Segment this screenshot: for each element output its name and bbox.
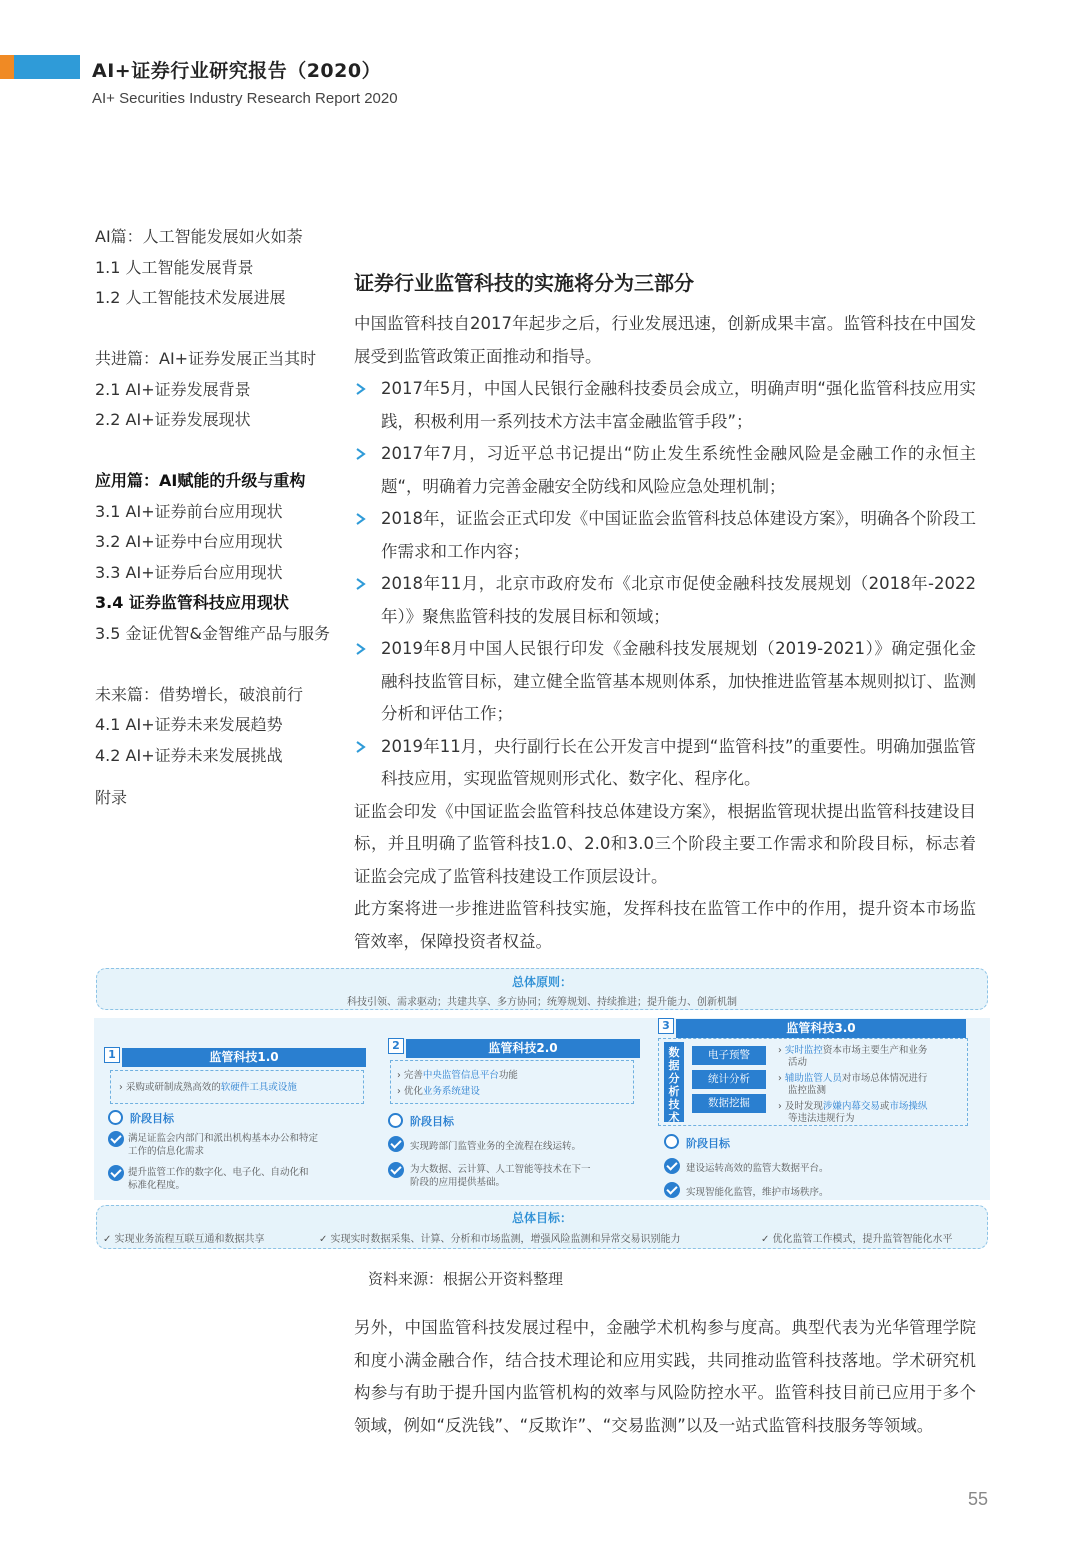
check-icon xyxy=(108,1131,124,1147)
tech-item: 电子预警 xyxy=(692,1046,766,1065)
tech-item: 统计分析 xyxy=(692,1070,766,1089)
stage-1-goal: 满足证监会内部门和派出机构基本办公和特定 xyxy=(128,1133,319,1144)
toc-appendix[interactable]: 附录 xyxy=(95,788,128,807)
toc-item[interactable]: 4.2 AI+证券未来发展挑战 xyxy=(95,745,283,765)
stage-3-goal: 实现智能化监管，维护市场秩序。 xyxy=(686,1187,829,1198)
main-content-continued xyxy=(354,1312,976,1442)
table-of-contents xyxy=(95,222,355,814)
timeline-bullet xyxy=(354,373,976,438)
overall-goal: ✓ 优化监管工作模式，提升监管智能化水平 xyxy=(761,1234,953,1245)
stage-1-goal: 提升监管工作的数字化、电子化、自动化和 xyxy=(128,1167,309,1178)
stage-3-item: › 实时监控资本市场主要生产和业务 xyxy=(778,1045,928,1056)
stage-3-item: 活动 xyxy=(788,1057,808,1068)
chevron-right-icon xyxy=(354,512,368,526)
stage-2-title: 监管科技2.0 xyxy=(406,1039,640,1058)
stage-1-title: 监管科技1.0 xyxy=(122,1048,366,1067)
toc-part-progress[interactable]: 共进篇：AI+证券发展正当其时 xyxy=(95,349,317,368)
stage-2-goal: 实现跨部门监管业务的全流程在线运转。 xyxy=(410,1141,582,1152)
stage-2-goal-label: 阶段目标 xyxy=(410,1115,454,1128)
overall-goal-box xyxy=(96,1205,988,1249)
stage-1-item: › 采购或研制成熟高效的软硬件工具或设施 xyxy=(119,1082,297,1093)
toc-item[interactable]: 2.2 AI+证券发展现状 xyxy=(95,410,251,429)
check-icon xyxy=(664,1158,680,1174)
chevron-right-icon xyxy=(354,447,368,461)
main-content xyxy=(354,266,976,958)
stage-2-goal: 为大数据、云计算、人工智能等技术在下一 xyxy=(410,1164,591,1175)
regtech-roadmap-figure xyxy=(94,966,990,1251)
overall-goal: ✓ 实现实时数据采集、计算、分析和市场监测，增强风险监测和异常交易识别能力 xyxy=(319,1234,681,1245)
header-accent-blue xyxy=(14,55,80,79)
bullet-text: 2019年11月，央行副行长在公开发言中提到“监管科技”的重要性。明确加强监管科技应用，实现监管规则形式化、数字化、程序化。 xyxy=(381,736,976,788)
tech-item: 数据挖掘 xyxy=(692,1094,766,1113)
target-icon xyxy=(664,1134,679,1149)
toc-item-current[interactable]: 3.4 证券监管科技应用现状 xyxy=(95,593,289,612)
stage-2-item: › 完善中央监管信息平台功能 xyxy=(397,1070,518,1081)
overall-goal: ✓ 实现业务流程互联互通和数据共享 xyxy=(103,1234,265,1245)
stage-3-item: › 辅助监管人员对市场总体情况进行 xyxy=(778,1073,928,1084)
stage-number-badge: 1 xyxy=(104,1047,120,1063)
bullet-text: 2018年11月，北京市政府发布《北京市促使金融科技发展规划（2018年-2022年）》聚焦监管科技的发展目标和领域； xyxy=(381,574,976,626)
stage-3-item: 监控监测 xyxy=(788,1085,827,1096)
stage-1-goal: 工作的信息化需求 xyxy=(128,1146,205,1157)
intro-paragraph: 中国监管科技自2017年起步之后，行业发展迅速，创新成果丰富。监管科技在中国发展受到监管政策正面推动和指导。 xyxy=(354,314,976,366)
check-icon xyxy=(388,1136,404,1152)
check-icon xyxy=(108,1165,124,1181)
overall-principle-text: 科技引领、需求驱动；共建共享、多方协同；统筹规划、持续推进；提升能力、创新机制 xyxy=(347,997,737,1008)
stage-1-items-box xyxy=(110,1070,364,1104)
chevron-right-icon xyxy=(354,382,368,396)
timeline-bullet xyxy=(354,438,976,503)
stages-area xyxy=(94,1018,990,1200)
data-analysis-tech-label: 数据分析技术 xyxy=(664,1042,684,1122)
toc-item[interactable]: 1.1 人工智能发展背景 xyxy=(95,257,254,277)
stage-3-goal: 建设运转高效的监管大数据平台。 xyxy=(686,1163,829,1174)
toc-item[interactable]: 2.1 AI+证券发展背景 xyxy=(95,379,251,399)
toc-part-future[interactable]: 未来篇：借势增长，破浪前行 xyxy=(95,684,304,704)
section-heading: 证券行业监管科技的实施将分为三部分 xyxy=(354,271,694,295)
toc-part-application[interactable]: 应用篇：AI赋能的升级与重构 xyxy=(95,471,306,490)
report-subtitle: AI+ Securities Industry Research Report 2020 xyxy=(92,90,398,107)
timeline-bullet xyxy=(354,633,976,731)
stage-3-goal-label: 阶段目标 xyxy=(686,1137,730,1150)
toc-item[interactable]: 1.2 人工智能技术发展进展 xyxy=(95,288,286,307)
stage-2-items-box xyxy=(390,1060,634,1104)
target-icon xyxy=(388,1113,403,1128)
chevron-right-icon xyxy=(354,642,368,656)
chevron-right-icon xyxy=(354,740,368,754)
body-paragraph: 另外，中国监管科技发展过程中，金融学术机构参与度高。典型代表为光华管理学院和度小满金融合作，结合技术理论和应用实践，共同推动监管科技落地。学术研究机构参与有助于提升国内监管机构的效率与风险防控水平。监管科技目前已应用于多个领域，例如“反洗钱”、“反欺诈”、“交易监测”以及一站式监管科技服务等领域。 xyxy=(354,1318,976,1435)
stage-number-badge: 3 xyxy=(658,1018,674,1034)
stage-2-item: › 优化业务系统建设 xyxy=(397,1086,480,1097)
stage-1-goal: 标准化程度。 xyxy=(128,1180,186,1191)
stage-3-title: 监管科技3.0 xyxy=(676,1019,966,1038)
chevron-right-icon xyxy=(354,577,368,591)
toc-item[interactable]: 3.3 AI+证券后台应用现状 xyxy=(95,562,283,582)
stage-2-goal: 阶段的应用提供基础。 xyxy=(410,1177,506,1188)
figure-caption: 资料来源：根据公开资料整理 xyxy=(368,1270,564,1288)
overall-goal-title: 总体目标： xyxy=(511,1211,572,1225)
report-title: AI+证券行业研究报告（2020） xyxy=(92,60,382,82)
stage-1-goal-label: 阶段目标 xyxy=(130,1112,174,1125)
overall-principle-box xyxy=(96,968,988,1010)
overall-principle-title: 总体原则： xyxy=(511,975,572,989)
bullet-text: 2019年8月中国人民银行印发《金融科技发展规划（2019-2021）》确定强化金融科技监管目标，建立健全监管基本规则体系，加快推进监管基本规则拟订、监测分析和评估工作； xyxy=(381,639,976,723)
toc-part-ai[interactable]: AI篇：人工智能发展如火如荼 xyxy=(95,227,303,246)
body-paragraph: 证监会印发《中国证监会监管科技总体建设方案》，根据监管现状提出监管科技建设目标，并且明确了监管科技1.0、2.0和3.0三个阶段主要工作需求和阶段目标，标志着证监会完成了监管科技建设工作顶层设计。 xyxy=(354,801,976,886)
timeline-bullet xyxy=(354,731,976,796)
toc-item[interactable]: 3.5 金证优智&金智维产品与服务 xyxy=(95,623,331,643)
body-paragraph: 此方案将进一步推进监管科技实施，发挥科技在监管工作中的作用，提升资本市场监管效率，保障投资者权益。 xyxy=(354,899,976,951)
check-icon xyxy=(664,1182,680,1198)
toc-item[interactable]: 3.2 AI+证券中台应用现状 xyxy=(95,532,283,551)
timeline-bullet xyxy=(354,568,976,633)
page-number: 55 xyxy=(968,1489,989,1509)
bullet-text: 2017年5月，中国人民银行金融科技委员会成立，明确声明“强化监管科技应用实践，积极利用一系列技术方法丰富金融监管手段”； xyxy=(381,379,976,431)
bullet-text: 2018年，证监会正式印发《中国证监会监管科技总体建设方案》，明确各个阶段工作需求和工作内容； xyxy=(381,509,976,561)
toc-item[interactable]: 3.1 AI+证券前台应用现状 xyxy=(95,501,283,521)
header-accent-orange xyxy=(0,55,14,79)
bullet-text: 2017年7月，习近平总书记提出“防止发生系统性金融风险是金融工作的永恒主题“，明确着力完善金融安全防线和风险应急处理机制； xyxy=(381,444,976,496)
target-icon xyxy=(108,1110,123,1125)
stage-number-badge: 2 xyxy=(388,1038,404,1054)
stage-3-item: 等违法违规行为 xyxy=(788,1113,855,1124)
toc-item[interactable]: 4.1 AI+证券未来发展趋势 xyxy=(95,715,283,734)
timeline-bullet xyxy=(354,503,976,568)
check-icon xyxy=(388,1162,404,1178)
stage-3-item: › 及时发现涉嫌内幕交易或市场操纵 xyxy=(778,1101,928,1112)
